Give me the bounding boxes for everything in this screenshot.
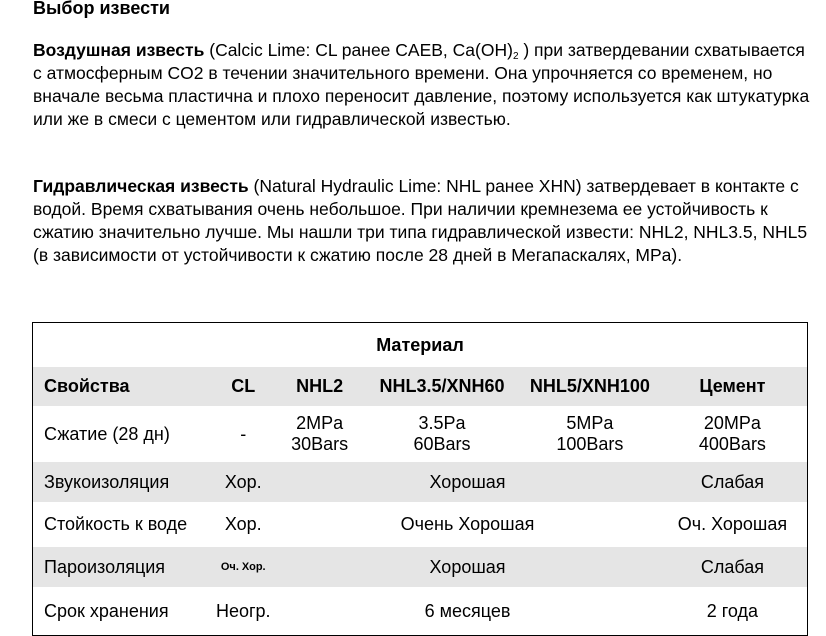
cell-cl: Оч. Хор. [209,547,277,587]
row-label-vapor-insulation: Пароизоляция [33,547,210,587]
table-row [33,547,808,587]
cell-cl: Хор. [209,462,277,502]
cell-cement: Оч. Хорошая [658,502,808,547]
cell-nhl5-bars: 100Bars [556,434,624,454]
row-label-shelf-life: Срок хранения [33,587,210,636]
cell-cement-bars: 400Bars [698,434,766,454]
column-header-cement: Цемент [658,367,808,406]
cell-nhl: Хорошая [277,547,658,587]
hydraulic-lime-paragraph [33,175,813,267]
column-header-nhl35: NHL3.5/XNH60 [362,367,522,406]
row-label-sound-insulation: Звукоизоляция [33,462,210,502]
table-row [33,462,808,502]
page-title: Выбор извести [33,0,170,18]
subscript-2: 2 [512,51,519,62]
hydraulic-lime-term: Гидравлическая известь [33,176,249,196]
cell-cl: Хор. [209,502,277,547]
cell-nhl: 6 месяцев [277,587,658,636]
table-row [33,502,808,547]
row-label-compression: Сжатие (28 дн) [33,406,210,462]
cell-cement: Слабая [658,547,808,587]
cell-cement-mpa: 20MPa [703,413,761,433]
cell-nhl2-mpa: 2MPa [296,413,344,433]
calcic-lime-text-b: ) при затвердевании схватывается с атмосферным CO2 в течении значительного времени. Она упрочняется со временем, но вначале весьма пластична и плохо переносит давление, поэтому используется как штукатурка или же в смеси с цементом или гидравлической известью. [33,40,810,129]
cell-nhl2-bars: 30Bars [291,434,349,454]
properties-table [32,322,808,636]
cell-nhl: Очень Хорошая [277,502,658,547]
hydraulic-lime-text: (Natural Hydraulic Lime: NHL ранее XHN) затвердевает в контакте с водой. Время схватывания очень небольшое. При наличии кремнезема ее устойчивость к сжатию значительно лучше. Мы нашли три типа гидравлической извести: NHL2, NHL3.5, NHL5 (в зависимости от устойчивости к сжатию после 28 дней в Мегапаскалях, MPa). [33,176,808,265]
cell-cement: 2 года [658,587,808,636]
cell-nhl2 [277,406,362,462]
material-header: Материал [33,323,808,368]
cell-nhl35-bars: 60Bars [413,434,471,454]
table-row [33,587,808,636]
column-header-nhl5: NHL5/XNH100 [522,367,658,406]
calcic-lime-text-a: (Calcic Lime: CL ранее CAEB, Ca(OH) [204,40,513,60]
cell-cement [658,406,808,462]
cell-nhl35 [362,406,522,462]
column-header-nhl2: NHL2 [277,367,362,406]
cell-cement: Слабая [658,462,808,502]
table-row [33,406,808,462]
calcic-lime-paragraph [33,39,813,131]
cell-nhl5-mpa: 5MPa [566,413,614,433]
column-header-cl: CL [209,367,277,406]
cell-cl: Неогр. [209,587,277,636]
cell-nhl5 [522,406,658,462]
cell-nhl: Хорошая [277,462,658,502]
row-label-water-resistance: Стойкость к воде [33,502,210,547]
column-header-properties: Свойства [33,367,210,406]
table-group-header-row [33,323,808,368]
cell-cl: - [209,406,277,462]
table-column-header-row [33,367,808,406]
cell-nhl35-pa: 3.5Pa [418,413,466,433]
calcic-lime-term: Воздушная известь [33,40,205,60]
